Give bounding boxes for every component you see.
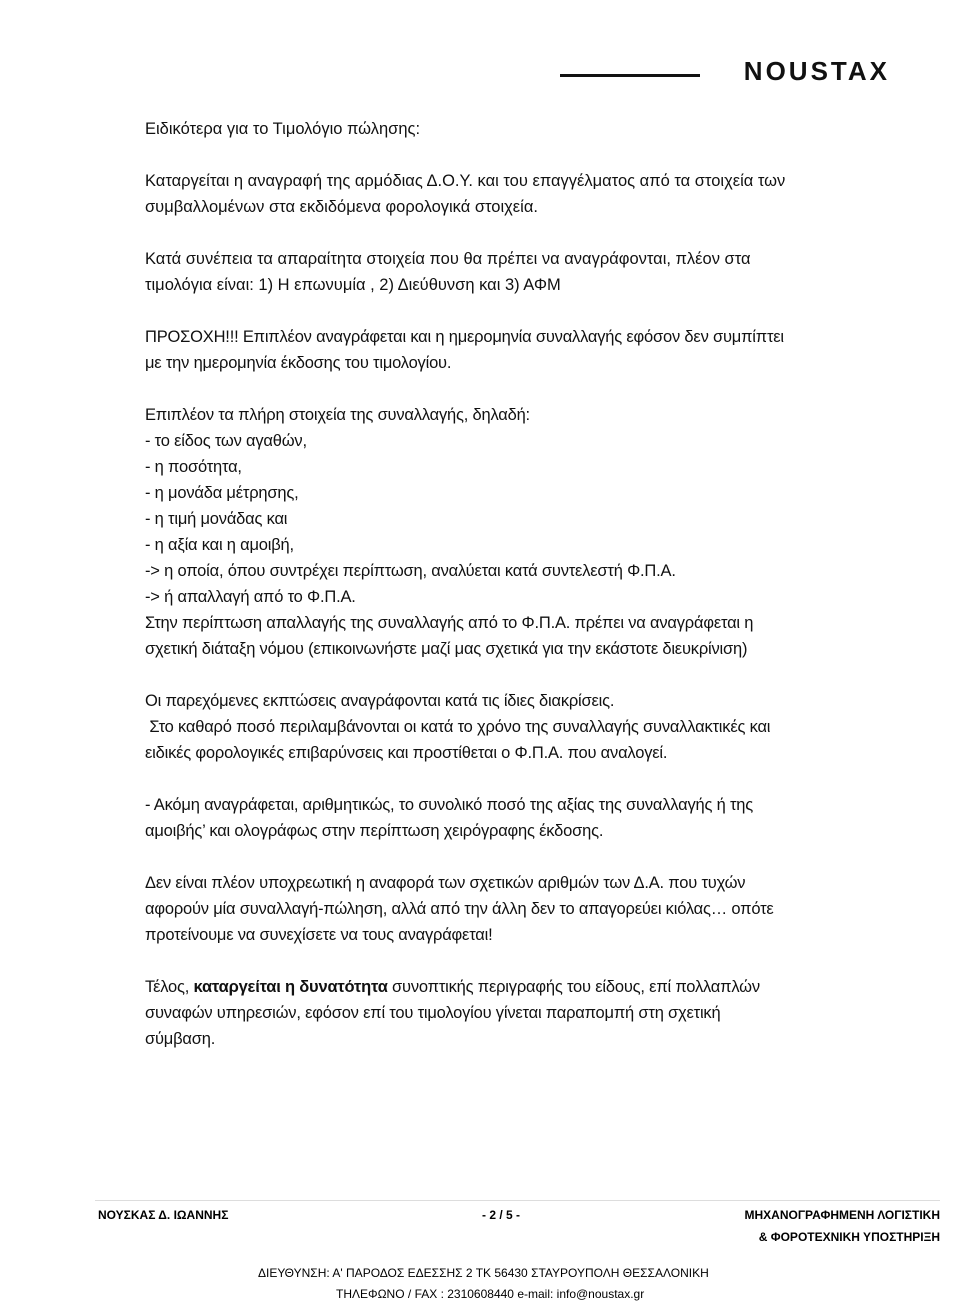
- list-item: - η τιμή μονάδας και: [145, 510, 288, 528]
- paragraph-line: σύμβαση.: [145, 1030, 216, 1048]
- text-span: Τέλος,: [145, 978, 194, 996]
- footer-address: ΔΙΕΥΘΥΝΣΗ: Α' ΠΑΡΟΔΟΣ ΕΔΕΣΣΗΣ 2 ΤΚ 56430 ΣΤΑΥΡΟΥΠΟΛΗ ΘΕΣΣΑΛΟΝΙΚΗ: [258, 1266, 709, 1280]
- noustax-logo: [560, 56, 900, 86]
- paragraph-line: αμοιβής’ και ολογράφως στην περίπτωση χειρόγραφης έκδοσης.: [145, 822, 604, 840]
- footer-name: ΝΟΥΣΚΑΣ Δ. ΙΩΑΝΝΗΣ: [98, 1208, 229, 1222]
- list-item: - η ποσότητα,: [145, 458, 242, 476]
- document-body: [145, 116, 885, 1052]
- paragraph-line: αφορούν μία συναλλαγή-πώληση, αλλά από την άλλη δεν το απαγορεύει κιόλας… οπότε: [145, 900, 774, 918]
- paragraph-line: Στο καθαρό ποσό περιλαμβάνονται οι κατά το χρόνο της συναλλαγής συναλλακτικές και: [145, 718, 771, 736]
- footer-divider: [95, 1200, 940, 1201]
- paragraph-line: Κατά συνέπεια τα απαραίτητα στοιχεία που θα πρέπει να αναγράφονται, πλέον στα: [145, 250, 751, 268]
- list-item: - η αξία και η αμοιβή,: [145, 536, 294, 554]
- paragraph-line: - Ακόμη αναγράφεται, αριθμητικώς, το συνολικό ποσό της αξίας της συναλλαγής ή της: [145, 796, 754, 814]
- logo-text: NOUSTAX: [743, 56, 890, 86]
- paragraph-line: σχετική διάταξη νόμου (επικοινωνήστε μαζί μας σχετικά για την εκάστοτε διευκρίνιση): [145, 640, 748, 658]
- footer-service-line2: & ΦΟΡΟΤΕΧΝΙΚΗ ΥΠΟΣΤΗΡΙΞΗ: [758, 1230, 940, 1244]
- paragraph-line: [145, 974, 885, 1000]
- paragraph-line: ειδικές φορολογικές επιβαρύνσεις και προστίθεται ο Φ.Π.Α. που αναλογεί.: [145, 744, 668, 762]
- bold-text: καταργείται η δυνατότητα: [193, 978, 388, 996]
- page-number: - 2 / 5 -: [482, 1208, 521, 1222]
- intro-line: Ειδικότερα για το Τιμολόγιο πώλησης:: [145, 120, 421, 138]
- list-item: -> ή απαλλαγή από το Φ.Π.Α.: [145, 588, 356, 606]
- list-item: - η μονάδα μέτρησης,: [145, 484, 299, 502]
- list-item: - το είδος των αγαθών,: [145, 432, 307, 450]
- paragraph-line: συναφών υπηρεσιών, εφόσον επί του τιμολογίου γίνεται παραπομπή στη σχετική: [145, 1004, 721, 1022]
- list-intro: Επιπλέον τα πλήρη στοιχεία της συναλλαγής, δηλαδή:: [145, 406, 530, 424]
- paragraph-line: συμβαλλομένων στα εκδιδόμενα φορολογικά στοιχεία.: [145, 198, 538, 216]
- warning-line: ΠΡΟΣΟΧΗ!!! Επιπλέον αναγράφεται και η ημερομηνία συναλλαγής εφόσον δεν συμπίπτει: [145, 328, 784, 346]
- text-span: συνοπτικής περιγραφής του είδους, επί πολλαπλών: [387, 978, 760, 996]
- footer-service-line1: ΜΗΧΑΝΟΓΡΑΦΗΜΕΝΗ ΛΟΓΙΣΤΙΚΗ: [744, 1208, 940, 1222]
- paragraph-line: Καταργείται η αναγραφή της αρμόδιας Δ.Ο.Υ. και του επαγγέλματος από τα στοιχεία των: [145, 172, 786, 190]
- paragraph-line: τιμολόγια είναι: 1) Η επωνυμία , 2) Διεύθυνση και 3) ΑΦΜ: [145, 276, 561, 294]
- footer-contact: ΤΗΛΕΦΩΝΟ / FAX : 2310608440 e-mail: info@noustax.gr: [336, 1287, 645, 1301]
- paragraph-line: Δεν είναι πλέον υποχρεωτική η αναφορά των σχετικών αριθμών των Δ.Α. που τυχών: [145, 874, 746, 892]
- paragraph-line: Οι παρεχόμενες εκπτώσεις αναγράφονται κατά τις ίδιες διακρίσεις.: [145, 692, 615, 710]
- warning-line: με την ημερομηνία έκδοσης του τιμολογίου.: [145, 354, 452, 372]
- paragraph-line: προτείνουμε να συνεχίσετε να τους αναγράφεται!: [145, 926, 493, 944]
- list-item: -> η οποία, όπου συντρέχει περίπτωση, αναλύεται κατά συντελεστή Φ.Π.Α.: [145, 562, 676, 580]
- paragraph-line: Στην περίπτωση απαλλαγής της συναλλαγής από το Φ.Π.Α. πρέπει να αναγράφεται η: [145, 614, 754, 632]
